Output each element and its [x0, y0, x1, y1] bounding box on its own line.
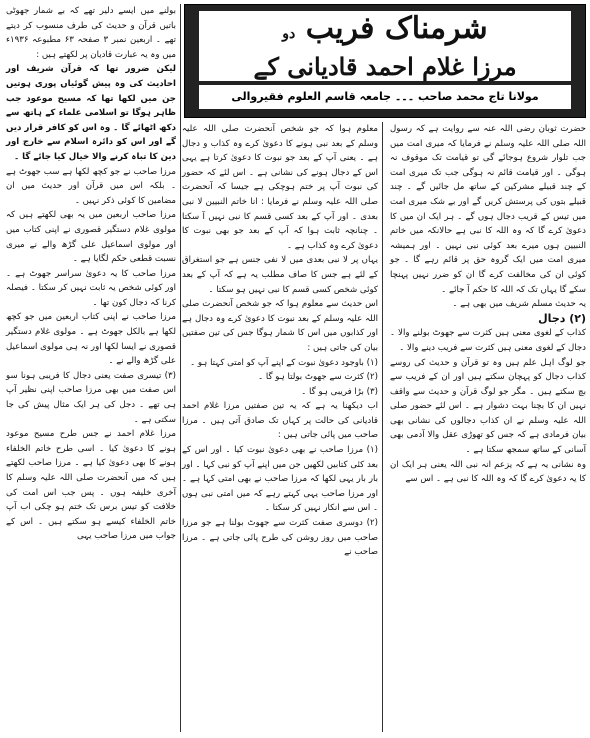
- author-byline: مولانا تاج محمد صاحب ۔۔۔ جامعہ قاسم العلوم فقیروالی: [199, 85, 571, 109]
- paragraph: بولنے میں ایسے دلیر تھے کہ بے شمار جھوٹی باتیں قرآن و حدیث کی طرف منسوب کر دیتے تھے ۔ اربعین نمبر ۳ صفحہ ۶۳ مطبوعہ ۱۹۳۶ء میں وہ یہ عبارت قادیان پر لکھتے ہیں :: [6, 6, 176, 60]
- paragraph: (۱) مرزا صاحب نے بھی دعویٰ نبوت کیا ۔ اور اس کے بعد کئی کتابیں لکھیں جن میں اپنے آپ کو نبی کہا ۔ اور بار بار یہی لکھا کہ مرزا صاحب نے بھی امتی کہا ہے ۔ اور مرزا صاحب یہی کہتے رہے کہ میں امتی نبی ہوں ۔ اس سے انکار نہیں کر سکتا ۔: [182, 445, 378, 514]
- article-title-box: [184, 4, 586, 118]
- column-left: [6, 4, 181, 732]
- paragraph: (۲) دوسری صفت کثرت سے جھوٹ بولنا ہے جو مرزا صاحب میں روز روشن کی طرح پائی جاتی ہے ۔ مرزا صاحب نے: [182, 518, 378, 558]
- paragraph: جو لوگ اہل علم ہیں وہ تو قرآن و حدیث کی روسے کذاب دجال کو پہچان سکتے ہیں اور ان کے فریب سے بچ سکتے ہیں ۔ مگر جو لوگ قرآن و حدیث سے واقف نہیں ان کا بچنا بہت دشوار ہے ۔ اس لئے حضور صلی اللہ علیہ وسلم نے ان کذاب دجالوں کی نشانی بھی بیان فرمادی ہے کہ جس کو تھوڑی عقل والا آدمی بھی آسانی کے ساتھ سمجھ سکتا ہے ۔: [390, 357, 586, 456]
- paragraph: اس حدیث سے معلوم ہوا کہ جو شخص آنحضرت صلی اللہ علیہ وسلم کے بعد نبوت کا دعویٰ کرے وہ دجال ہے اور کذابوں میں اس کا شمار ہوگا جس کی تین صفتیں بیان کی جاتی ہیں :: [182, 299, 378, 353]
- paragraph: مرزا صاحب نے اپنی کتاب اربعین میں جو کچھ لکھا ہے بالکل جھوٹ ہے ۔ مولوی غلام دستگیر قصوری نے ایسا لکھا اور نہ ہی مولوی اسماعیل علی گڑھ والے نے ۔: [6, 312, 176, 367]
- paragraph: حضرت ثوبان رضی اللہ عنہ سے روایت ہے کہ رسول اللہ صلی اللہ علیہ وسلم نے فرمایا کہ میری امت میں جب تلوار شروع ہوجائے گی تو قیامت تک موقوف نہ ہوگی ۔ اور قیامت قائم نہ ہوگی جب تک میری امت کے چند قبیلے مشرکین کے ساتھ مل جائیں گے ۔ چند قبیلے بتوں کی پرستش کریں گے اور بے شک میری امت میں تیس کے قریب دجال ہوں گے ۔ ہر ایک ان میں کا دعویٰ کرے گا کہ وہ اللہ کا نبی ہے حالانکہ میں خاتم النبیین ہوں میرے بعد کوئی نبی نہیں ۔ اور ہمیشہ میری امت میں ایک گروہ حق پر قائم رہے گا ۔ جو کوئی ان کی مخالفت کرے گا ان کو ضرر نہیں پہنچا سکے گا یہاں تک کہ اللہ کا حکم آ جائے ۔: [390, 124, 586, 295]
- paragraph: یہاں پر لا نبی بعدی میں لا نفی جنس ہے جو استغراق کے لئے ہے جس کا صاف مطلب یہ ہے کہ آپ کے بعد کوئی شخص کسی قسم کا نبی نہیں ہو سکتا ۔: [182, 255, 378, 295]
- section-heading: (۲) دجال: [538, 311, 586, 325]
- column-right: [390, 122, 586, 732]
- title-line-2: مرزا غلام احمد قادیانی کے: [253, 52, 517, 81]
- list-item: (۳) بڑا فریبی ہو گا ۔: [301, 386, 378, 397]
- paragraph: مرزا صاحب کا یہ دعویٰ سراسر جھوٹ ہے ۔ اور کوئی شخص یہ ثابت نہیں کر سکتا ۔ فیصلہ کرنا کہ دجال کون تھا ۔: [6, 268, 176, 308]
- newspaper-page: [4, 4, 586, 734]
- paragraph: مرزا صاحب نے جو کچھ لکھا ہے سب جھوٹ ہے ۔ بلکہ اس میں قرآن اور حدیث میں ان مضامین کا کوئی ذکر نہیں ۔: [6, 166, 176, 206]
- paragraph: (۳) تیسری صفت یعنی دجال کا فریبی ہونا سو اس صفت میں بھی مرزا صاحب اپنی نظیر آپ ہی تھے ۔ دجل کی ہر ایک مثال پیش کی جا سکتی ہے ۔: [6, 370, 176, 425]
- list-item: (۲) کثرت سے جھوٹ بولتا ہو گا ۔: [258, 372, 378, 383]
- paragraph: معلوم ہوا کہ جو شخص آنحضرت صلی اللہ علیہ وسلم کے بعد نبی ہونے کا دعویٰ کرے وہ کذاب و دجال ہے ۔ یعنی آپ کے بعد جو نبوت کا دعویٰ کرتا ہے یہی اس کے دجال ہونے کی نشانی ہے ۔ اس لئے کہ حضور کی نبوت آپ پر ختم ہوچکی ہے جیسا کہ آنحضرت صلی اللہ علیہ وسلم نے فرمایا : انا خاتم النبیین لا نبی بعدی ۔ اور آپ کے بعد کسی قسم کا نبی نہیں آ سکتا ۔ چنانچہ ثابت ہوا کہ آپ کے بعد جو بھی نبوت کا دعویٰ کرے وہ کذاب ہے ۔: [182, 124, 378, 251]
- paragraph: اب دیکھنا یہ ہے کہ یہ تین صفتیں مرزا غلام احمد قادیانی کی حالت پر کہاں تک صادق آتی ہیں ۔ مرزا صاحب میں پائی جاتی ہیں :: [182, 401, 378, 441]
- column-middle: [182, 122, 383, 732]
- title-line-1: شرمناک فریب دو: [282, 11, 488, 46]
- paragraph: وہ نشانی یہ ہے کہ یزعم انہ نبی اللہ یعنی ہر ایک ان کا یہ دعویٰ کرے گا کہ وہ اللہ کا نبی ہے ۔ اس سے: [390, 459, 586, 485]
- title-prefix: دو: [282, 26, 296, 42]
- paragraph: یہ حدیث مسلم شریف میں بھی ہے ۔: [452, 299, 586, 310]
- list-item: (۱) باوجود دعویٰ نبوت کے اپنے آپ کو امتی کہتا ہو ۔: [190, 357, 378, 368]
- paragraph: مرزا صاحب اربعین میں یہ بھی لکھتے ہیں کہ مولوی غلام دستگیر قصوری نے اپنی کتاب میں اور مولوی اسماعیل علی گڑھ والے نے میری نسبت قطعی حکم لگایا ہے ۔: [6, 210, 176, 265]
- quotation: لیکن ضرور تھا کہ قرآن شریف اور احادیث کی وہ پیش گوئیاں پوری ہوتیں جن میں لکھا تھا کہ مسیح موعود جب ظاہر ہوگا تو اسلامی علماء کے ہاتھ سے دکھ اٹھائے گا ۔ وہ اس کو کافر قرار دیں گے اور اس کو دائرہ اسلام سے خارج اور دین کا تباہ کرنے والا خیال کیا جائے گا ۔: [6, 64, 176, 162]
- paragraph: کذاب کے لغوی معنی ہیں کثرت سے جھوٹ بولنے والا ۔ دجال کے لغوی معنی ہیں کثرت سے فریب دینے والا ۔: [390, 328, 586, 353]
- paragraph: مرزا غلام احمد نے جس طرح مسیح موعود ہونے کا دعویٰ کیا ۔ اسی طرح خاتم الخلفاء ہونے کا بھی دعویٰ کیا ہے ۔ مرزا صاحب لکھتے ہیں کہ میں آنحضرت صلی اللہ علیہ وسلم کا آخری خلیفہ ہوں ۔ پس جب اس امت کی خلافت کو تیس برس تک ختم ہو چکی اب آپ خاتم الخلفاء کیسے ہو سکتے ہیں ۔ اس کے جواب میں مرزا صاحب یہی: [6, 429, 176, 542]
- article-title: [199, 11, 571, 81]
